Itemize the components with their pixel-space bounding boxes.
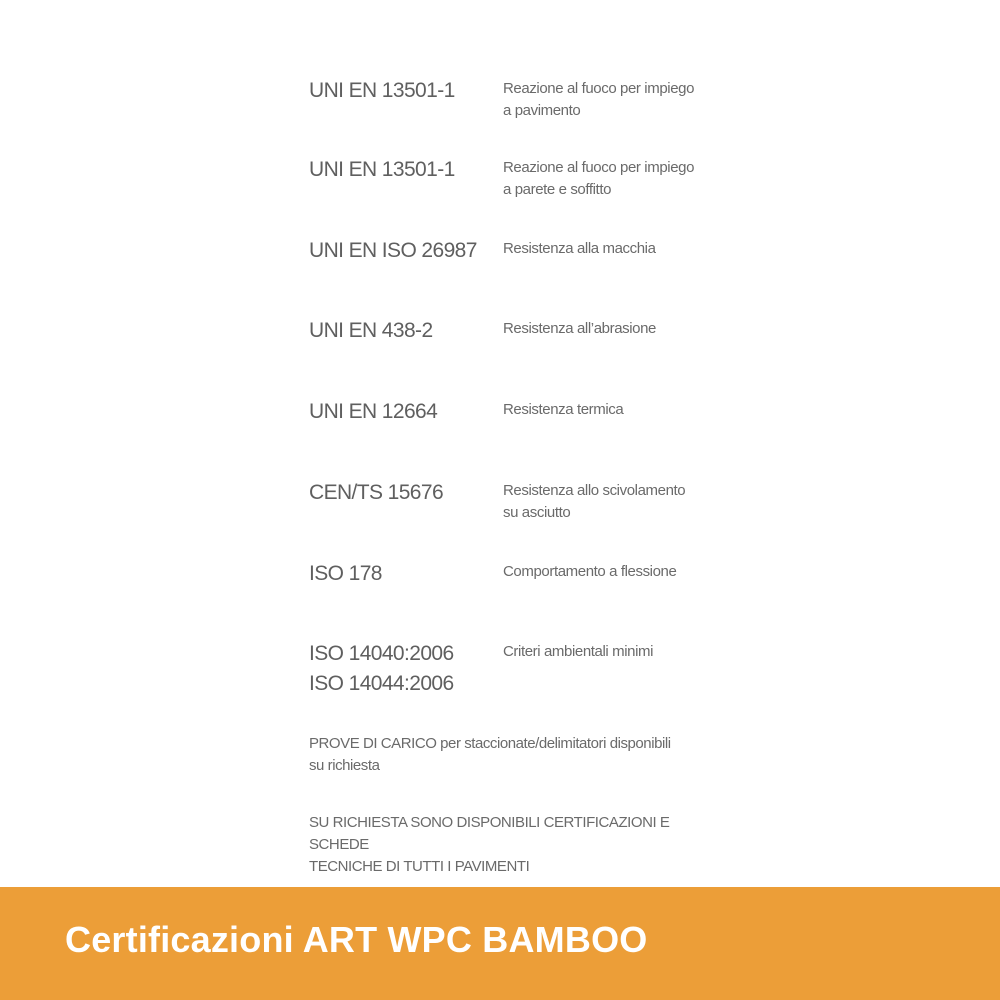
certification-description: Resistenza allo scivolamento su asciutto	[503, 482, 686, 521]
certification-code: CEN/TS 15676	[309, 481, 444, 504]
certification-description: Resistenza all’abrasione	[503, 320, 656, 337]
certification-code: UNI EN 13501-1	[309, 158, 455, 181]
certification-description: Criteri ambientali minimi	[503, 643, 654, 660]
certification-code: UNI EN 438-2	[309, 319, 433, 342]
certification-code: UNI EN ISO 26987	[309, 239, 477, 262]
certification-description: Resistenza alla macchia	[503, 240, 656, 257]
availability-note: SU RICHIESTA SONO DISPONIBILI CERTIFICAZIONI E SCHEDE TECNICHE DI TUTTI I PAVIMENTI	[309, 814, 670, 875]
certification-code: UNI EN 12664	[309, 400, 438, 423]
certification-description: Reazione al fuoco per impiego a parete e soffitto	[503, 159, 695, 198]
certification-description: Comportamento a flessione	[503, 563, 677, 580]
load-test-note: PROVE DI CARICO per staccionate/delimitatori disponibili su richiesta	[309, 735, 671, 774]
certification-code: ISO 178	[309, 562, 382, 585]
certification-description: Reazione al fuoco per impiego a pavimento	[503, 80, 695, 119]
certification-description: Resistenza termica	[503, 401, 624, 418]
certification-list	[309, 0, 809, 700]
footer-title: Certificazioni ART WPC BAMBOO	[65, 919, 648, 960]
footer-banner	[0, 887, 1000, 1000]
certification-code: UNI EN 13501-1	[309, 79, 455, 102]
certification-code: ISO 14040:2006 ISO 14044:2006	[309, 642, 454, 695]
